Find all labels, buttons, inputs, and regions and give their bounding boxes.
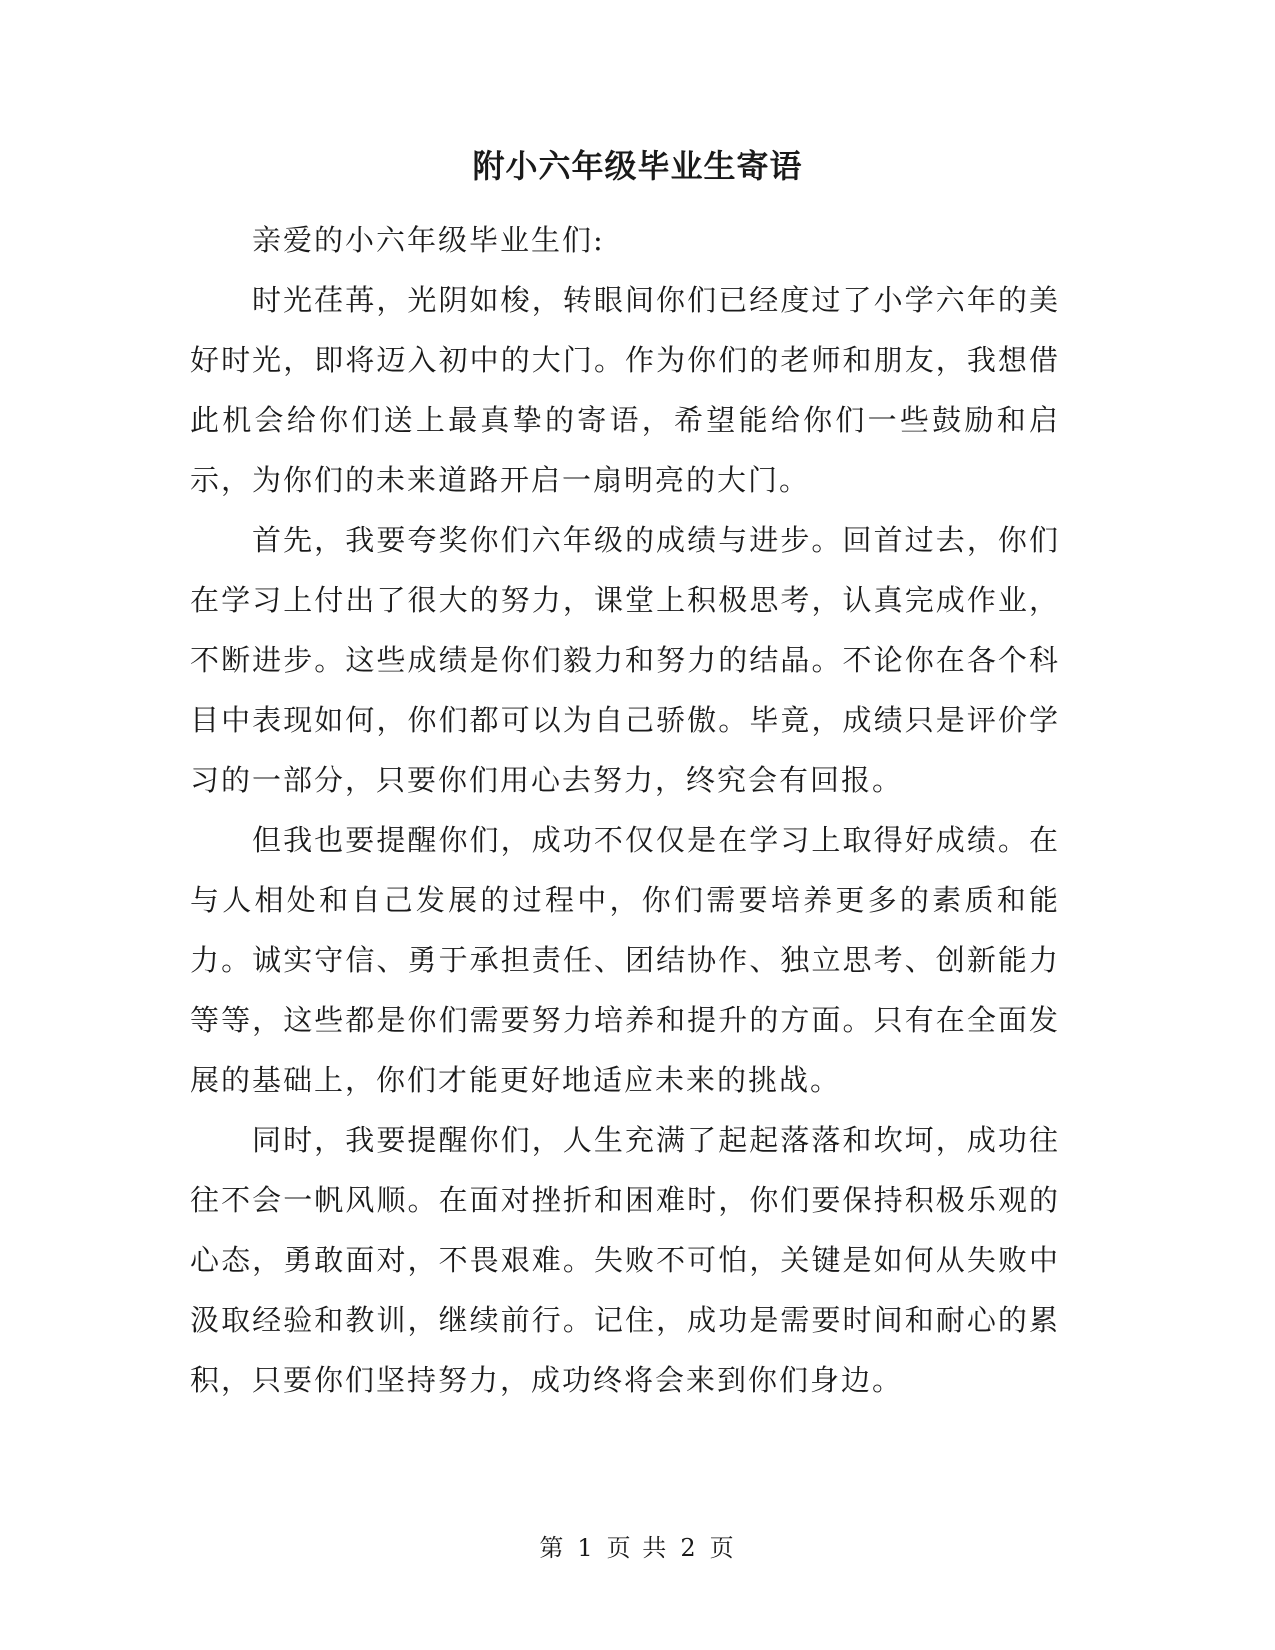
document-title: 附小六年级毕业生寄语 xyxy=(472,147,803,185)
paragraph-achievements: 首先，我要夸奖你们六年级的成绩与进步。回首过去，你们在学习上付出了很大的努力，课堂上积极思考，认真完成作业，不断进步。这些成绩是你们毅力和努力的结晶。不论你在各个科目中表现如何，你们都可以为自己骄傲。毕竟，成绩只是评价学习的一部分，只要你们用心去努力，终究会有回报。 xyxy=(190,523,1060,797)
paragraph-perseverance: 同时，我要提醒你们，人生充满了起起落落和坎坷，成功往往不会一帆风顺。在面对挫折和困难时，你们要保持积极乐观的心态，勇敢面对，不畏艰难。失败不可怕，关键是如何从失败中汲取经验和教训，继续前行。记住，成功是需要时间和耐心的累积，只要你们坚持努力，成功终将会来到你们身边。 xyxy=(190,1123,1060,1397)
page-label-suffix: 页 xyxy=(709,1534,736,1562)
current-page-number: 1 xyxy=(577,1534,595,1562)
page-footer xyxy=(0,1530,1275,1566)
paragraph-qualities: 但我也要提醒你们，成功不仅仅是在学习上取得好成绩。在与人相处和自己发展的过程中，你们需要培养更多的素质和能力。诚实守信、勇于承担责任、团结协作、独立思考、创新能力等等，这些都是你们需要努力培养和提升的方面。只有在全面发展的基础上，你们才能更好地适应未来的挑战。 xyxy=(190,823,1060,1097)
greeting: 亲爱的小六年级毕业生们: xyxy=(252,223,605,257)
page-label-prefix: 第 xyxy=(539,1534,566,1562)
document-body xyxy=(190,210,1060,1410)
paragraph-intro: 时光荏苒，光阴如梭，转眼间你们已经度过了小学六年的美好时光，即将迈入初中的大门。作为你们的老师和朋友，我想借此机会给你们送上最真挚的寄语，希望能给你们一些鼓励和启示，为你们的未来道路开启一扇明亮的大门。 xyxy=(190,283,1060,497)
page-label-mid: 页 共 xyxy=(606,1534,669,1562)
total-pages-number: 2 xyxy=(680,1534,698,1562)
